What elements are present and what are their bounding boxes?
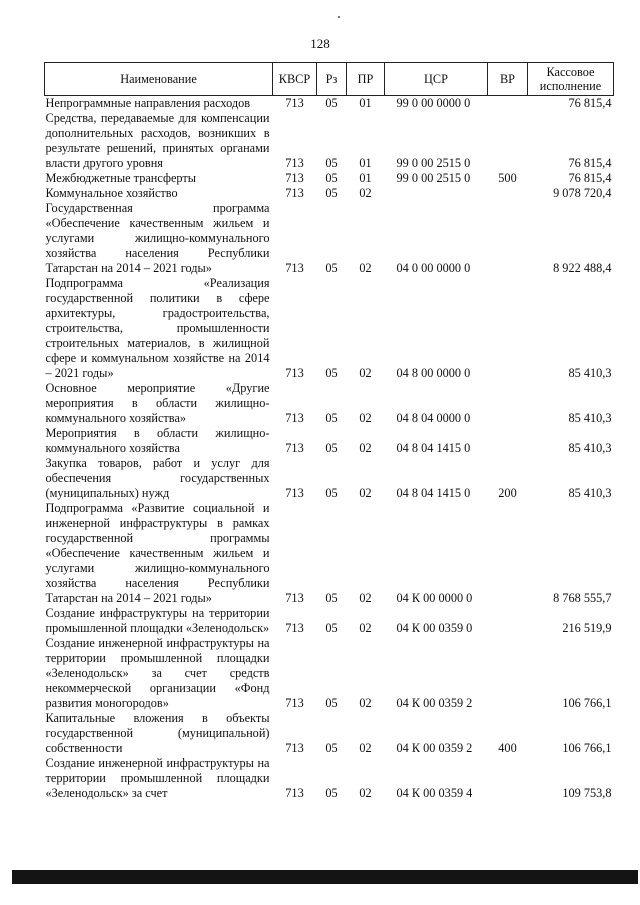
- scan-bottom-edge: [12, 870, 638, 884]
- row-vr: 200: [498, 486, 517, 500]
- row-kvsr: 713: [285, 186, 304, 200]
- row-amount: 85 410,3: [568, 441, 612, 455]
- column-header-amount: Кассовое исполнение: [528, 63, 614, 96]
- row-pr: 02: [359, 186, 372, 200]
- row-pr: 02: [359, 696, 372, 710]
- row-pr: 01: [359, 96, 372, 110]
- row-kvsr: 713: [285, 786, 304, 800]
- row-amount: 9 078 720,4: [553, 186, 612, 200]
- table-row: [45, 756, 614, 801]
- row-csr: 04 К 00 0359 0: [396, 621, 473, 635]
- row-amount: 216 519,9: [562, 621, 612, 635]
- row-pr: 02: [359, 591, 372, 605]
- row-name: Подпрограмма «Развитие социальной и инженерной инфраструктуры в рамках государственной программы «Обеспечение качественным жильем и услугами жилищно-коммунального хозяйства населения Республики Татарстан на 2014 – 2021 годы»: [45, 501, 270, 605]
- row-name: Капитальные вложения в объекты государственной (муниципальной) собственности: [45, 711, 270, 755]
- row-amount: 8 768 555,7: [553, 591, 612, 605]
- row-vr: [488, 501, 528, 606]
- column-header-kvsr: КВСР: [273, 63, 317, 96]
- row-csr: 04 8 00 0000 0: [396, 366, 471, 380]
- row-rz: 05: [325, 591, 338, 605]
- row-rz: 05: [325, 441, 338, 455]
- row-pr: 02: [359, 786, 372, 800]
- row-name: Создание инженерной инфраструктуры на территории промышленной площадки «Зеленодольск» за счет: [45, 756, 270, 800]
- row-csr: 99 0 00 2515 0: [396, 171, 471, 185]
- row-csr: 99 0 00 2515 0: [396, 156, 471, 170]
- row-amount: 76 815,4: [568, 96, 612, 110]
- row-csr: 04 8 04 1415 0: [396, 441, 471, 455]
- row-name: Создание инфраструктуры на территории промышленной площадки «Зеленодольск»: [45, 606, 270, 635]
- table-row: [45, 636, 614, 711]
- row-csr: 99 0 00 0000 0: [396, 96, 471, 110]
- row-amount: 106 766,1: [562, 741, 612, 755]
- row-rz: 05: [325, 96, 338, 110]
- row-amount: 8 922 488,4: [553, 261, 612, 275]
- row-csr: 04 К 00 0359 4: [396, 786, 473, 800]
- row-pr: 02: [359, 366, 372, 380]
- row-rz: 05: [325, 366, 338, 380]
- row-vr: [488, 186, 528, 201]
- table-row: [45, 426, 614, 456]
- row-vr: [488, 276, 528, 381]
- row-rz: 05: [325, 741, 338, 755]
- row-vr: [488, 96, 528, 112]
- row-amount: 85 410,3: [568, 411, 612, 425]
- row-csr: 04 0 00 0000 0: [396, 261, 471, 275]
- row-vr: 400: [498, 741, 517, 755]
- row-rz: 05: [325, 156, 338, 170]
- row-pr: 02: [359, 261, 372, 275]
- row-rz: 05: [325, 261, 338, 275]
- table-row: [45, 96, 614, 112]
- row-amount: 76 815,4: [568, 171, 612, 185]
- row-name: Основное мероприятие «Другие мероприятия в области жилищно-коммунального хозяйства»: [45, 381, 270, 425]
- table-row: [45, 711, 614, 756]
- row-rz: 05: [325, 411, 338, 425]
- table-header-row: [45, 63, 614, 96]
- row-name: Мероприятия в области жилищно-коммунального хозяйства: [45, 426, 270, 455]
- row-amount: 106 766,1: [562, 696, 612, 710]
- row-kvsr: 713: [285, 441, 304, 455]
- row-rz: 05: [325, 486, 338, 500]
- row-kvsr: 713: [285, 411, 304, 425]
- row-amount: 85 410,3: [568, 366, 612, 380]
- table-row: [45, 201, 614, 276]
- table-row: [45, 381, 614, 426]
- table-row: [45, 606, 614, 636]
- row-csr: 04 К 00 0359 2: [396, 741, 473, 755]
- table-row: [45, 186, 614, 201]
- row-kvsr: 713: [285, 591, 304, 605]
- row-amount: 76 815,4: [568, 156, 612, 170]
- row-pr: 01: [359, 171, 372, 185]
- table-row: [45, 171, 614, 186]
- row-csr: 04 8 04 1415 0: [396, 486, 471, 500]
- row-csr: 04 8 04 0000 0: [396, 411, 471, 425]
- row-kvsr: 713: [285, 696, 304, 710]
- row-kvsr: 713: [285, 366, 304, 380]
- row-csr: 04 К 00 0359 2: [396, 696, 473, 710]
- table-row: [45, 111, 614, 171]
- row-rz: 05: [325, 696, 338, 710]
- row-kvsr: 713: [285, 621, 304, 635]
- row-rz: 05: [325, 621, 338, 635]
- row-vr: [488, 636, 528, 711]
- table-row: [45, 456, 614, 501]
- row-kvsr: 713: [285, 741, 304, 755]
- row-vr: [488, 201, 528, 276]
- row-pr: 02: [359, 486, 372, 500]
- row-kvsr: 713: [285, 96, 304, 110]
- budget-table: [44, 62, 614, 801]
- column-header-rz: Рз: [317, 63, 347, 96]
- column-header-name: Наименование: [45, 63, 273, 96]
- row-name: Подпрограмма «Реализация государственной политики в сфере архитектуры, градостроительства, строительства, промышленности строительных материалов, в жилищной сфере и коммунальном хозяйстве на 2014 – 2021 годы»: [45, 276, 270, 380]
- row-name: Коммунальное хозяйство: [45, 186, 178, 200]
- row-name: Непрограммные направления расходов: [45, 96, 251, 110]
- column-header-csr: ЦСР: [385, 63, 488, 96]
- row-kvsr: 713: [285, 486, 304, 500]
- row-vr: [488, 426, 528, 456]
- row-pr: 02: [359, 441, 372, 455]
- page-number: 128: [310, 36, 330, 51]
- row-pr: 02: [359, 411, 372, 425]
- row-amount: 85 410,3: [568, 486, 612, 500]
- row-name: Закупка товаров, работ и услуг для обеспечения государственных (муниципальных) нужд: [45, 456, 270, 500]
- row-vr: [488, 111, 528, 171]
- column-header-vr: ВР: [488, 63, 528, 96]
- row-rz: 05: [325, 786, 338, 800]
- column-header-pr: ПР: [347, 63, 385, 96]
- row-csr: 04 К 00 0000 0: [396, 591, 473, 605]
- row-kvsr: 713: [285, 261, 304, 275]
- row-name: Создание инженерной инфраструктуры на территории промышленной площадки «Зеленодольск» за счет средств некоммерческой организации «Фонд развития моногородов»: [45, 636, 270, 710]
- scan-speck: [338, 16, 340, 18]
- table-row: [45, 501, 614, 606]
- row-vr: [488, 381, 528, 426]
- row-rz: 05: [325, 186, 338, 200]
- row-vr: [488, 606, 528, 636]
- row-vr: 500: [498, 171, 517, 185]
- row-vr: [488, 756, 528, 801]
- row-kvsr: 713: [285, 156, 304, 170]
- row-pr: 02: [359, 621, 372, 635]
- row-pr: 02: [359, 741, 372, 755]
- row-name: Государственная программа «Обеспечение качественным жильем и услугами жилищно-коммунального хозяйства населения Республики Татарстан на 2014 – 2021 годы»: [45, 201, 270, 275]
- row-csr: [385, 186, 488, 201]
- row-pr: 01: [359, 156, 372, 170]
- row-rz: 05: [325, 171, 338, 185]
- row-kvsr: 713: [285, 171, 304, 185]
- row-name: Межбюджетные трансферты: [45, 171, 197, 185]
- row-name: Средства, передаваемые для компенсации дополнительных расходов, возникших в результате решений, принятых органами власти другого уровня: [45, 111, 270, 170]
- row-amount: 109 753,8: [562, 786, 612, 800]
- table-row: [45, 276, 614, 381]
